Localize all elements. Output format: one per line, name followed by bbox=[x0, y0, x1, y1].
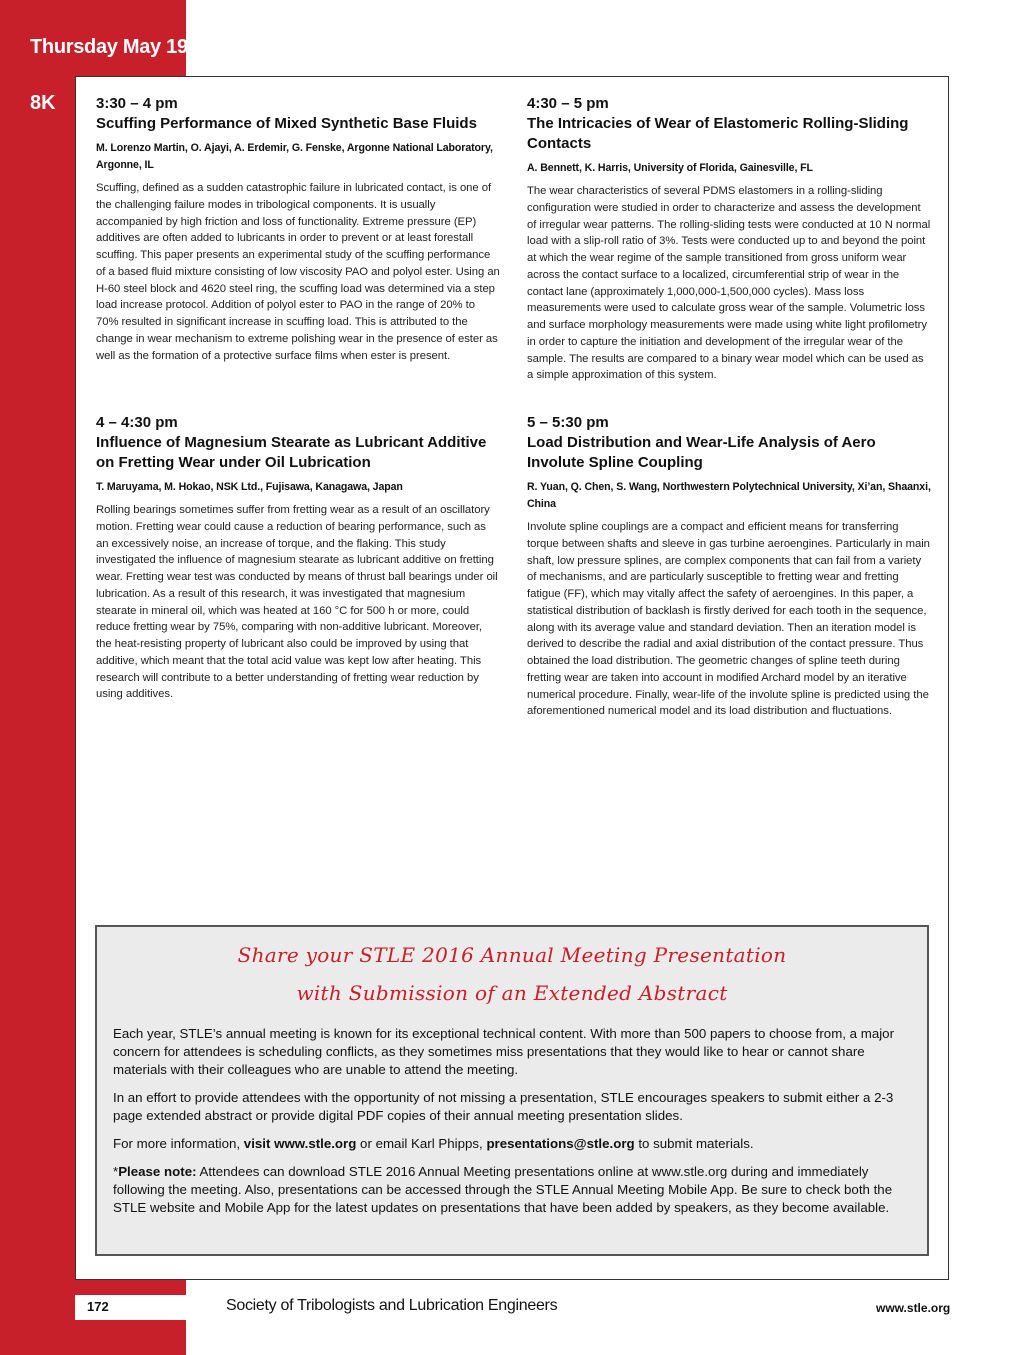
talk-authors: M. Lorenzo Martin, O. Ajayi, A. Erdemir, G. Fenske, Argonne National Laboratory, Argonne, IL bbox=[96, 142, 493, 171]
note-label: Please note: bbox=[118, 1164, 197, 1179]
note-text: Attendees can download STLE 2016 Annual Meeting presentations online at www.stle.org during and immediately following the meeting. Also, presentations can be accessed through the STLE Annual Meeting Mobile App. Be sure to check both the STLE website and Mobile App for the latest updates on presentations that have been added by speakers, as they become available. bbox=[113, 1164, 893, 1215]
callout-title-line2: with Submission of an Extended Abstract bbox=[296, 981, 728, 1005]
talk-abstract: Rolling bearings sometimes suffer from fretting wear as a result of an oscillatory motion. Fretting wear could cause a reduction of bearing performance, such as an excessively noise, an increase of torque, and the flaking. This study investigated the influence of magnesium stearate as lubricant additive on fretting wear. Fretting wear test was conducted by means of thrust ball bearings under oil lubrication. As a result of this research, it was investigated that magnesium stearate in mineral oil, which was heated at 160 °C for 500 h or more, could reduce fretting wear by 75%, comparing with non-additive lubricant. Moreover, the heat-resisting property of lubricant also could be improved by using that additive, which meant that the total acid value was kept low after heating. This research will contribute to a better understanding of fretting wear reduction by using additives. bbox=[96, 504, 498, 701]
talk-authors: T. Maruyama, M. Hokao, NSK Ltd., Fujisawa, Kanagawa, Japan bbox=[96, 481, 403, 493]
page-number-box bbox=[75, 1295, 186, 1320]
footer-organization: Society of Tribologists and Lubrication Engineers bbox=[226, 1297, 558, 1314]
callout-title-line1: Share your STLE 2016 Annual Meeting Presentation bbox=[237, 943, 787, 967]
talk-time: 4 – 4:30 pm bbox=[96, 414, 178, 431]
talk-abstract: Involute spline couplings are a compact and efficient means for transferring torque between shafts and sleeve in gas turbine aeroengines. Particularly in main shaft, low pressure splines, are complex components that can fail from a variety of mechanisms, and are particularly susceptible to fretting wear and fretting fatigue (FF), which may vitally affect the safety of aeroengines. In this paper, a statistical distribution of backlash is firstly derived for each tooth in the sequence, along with its average value and standard deviation. Then an iteration model is derived to describe the radial and axial distribution of the contact pressure. Thus obtained the load distribution. The geometric changes of spline teeth during fretting wear are taken into account in modified Archard model by an iterative numerical procedure. Finally, wear-life of the involute spline is predicted using the aforementioned numerical model and its load distribution and fluctuations. bbox=[527, 521, 930, 718]
callout-paragraph: In an effort to provide attendees with the opportunity of not missing a presentation, STLE encourages speakers to submit either a 2-3 page extended abstract or provide digital PDF copies of their annual meeting presentation slides. bbox=[113, 1090, 894, 1123]
callout-paragraph-contact bbox=[113, 1135, 913, 1153]
note-asterisk: * bbox=[113, 1164, 119, 1179]
talk-time: 5 – 5:30 pm bbox=[527, 414, 609, 431]
footer-url[interactable]: www.stle.org bbox=[876, 1301, 951, 1315]
talk-abstract: The wear characteristics of several PDMS elastomers in a rolling-sliding configuration were studied in order to characterize and assess the development of irregular wear patterns. The rolling-sliding tests were conducted at 10 N normal load with a slip-roll ratio of 3%. Tests were conducted up to and beyond the point at which the wear regime of the sample transitioned from gross uniform wear across the contact surface to a localized, circumferential strip of wear in the contact lane (approximately 1,000,000-1,500,000 cycles). Mass loss measurements were used to calculate gross wear of the sample. Volumetric loss and surface morphology measurements were made using white light profilometry in order to capture the initiation and development of the irregular wear of the sample. The results are compared to a binary wear model which can be used as a simple approximation of this system. bbox=[527, 185, 931, 382]
talk-card bbox=[96, 94, 500, 364]
talk-card bbox=[96, 413, 500, 703]
talk-time: 4:30 – 5 pm bbox=[527, 95, 609, 112]
talk-authors: R. Yuan, Q. Chen, S. Wang, Northwestern Polytechnical University, Xi’an, Shaanxi, China bbox=[527, 481, 931, 510]
talk-title: Load Distribution and Wear-Life Analysis of Aero Involute Spline Coupling bbox=[527, 434, 876, 471]
contact-intro: For more information, bbox=[113, 1136, 244, 1151]
session-code: 8K bbox=[30, 92, 56, 114]
contact-middle: or email Karl Phipps, bbox=[356, 1136, 487, 1151]
callout-body bbox=[113, 1025, 913, 1227]
talk-title: Influence of Magnesium Stearate as Lubricant Additive on Fretting Wear under Oil Lubrication bbox=[96, 434, 487, 471]
talk-title: The Intricacies of Wear of Elastomeric Rolling-Sliding Contacts bbox=[527, 115, 909, 152]
contact-end: to submit materials. bbox=[634, 1136, 754, 1151]
talk-authors: A. Bennett, K. Harris, University of Florida, Gainesville, FL bbox=[527, 162, 813, 174]
talk-abstract: Scuffing, defined as a sudden catastrophic failure in lubricated contact, is one of the challenging failure modes in tribological components. It is usually accompanied by high friction and loss of functionality. Extreme pressure (EP) additives are often added to lubricants in order to prevent or at least forestall scuffing. This paper presents an experimental study of the scuffing performance of a based fluid mixture consisting of low viscosity PAO and polyol ester. Using an H-60 steel block and 4620 steel ring, the scuffing load was determined via a step load increase protocol. Addition of polyol ester to PAO in the range of 20% to 70% resulted in significant increase in scuffing load. This is attributed to the change in wear mechanism to extreme polishing wear in the presence of ester as well as the formation of a protective surface films when ester is present. bbox=[96, 182, 500, 362]
email-link[interactable]: presentations@stle.org bbox=[486, 1136, 635, 1151]
talk-time: 3:30 – 4 pm bbox=[96, 95, 178, 112]
talk-card bbox=[527, 413, 931, 720]
extended-abstract-callout bbox=[95, 925, 929, 1256]
day-header: Thursday May 19 bbox=[30, 36, 188, 58]
callout-paragraph: Each year, STLE’s annual meeting is known for its exceptional technical content. With more than 500 papers to choose from, a major concern for attendees is scheduling conflicts, as they sometimes miss presentations that they would like to hear or cannot share materials with their colleagues who are unable to attend the meeting. bbox=[113, 1026, 894, 1077]
page-number: 172 bbox=[87, 1299, 109, 1314]
talk-title: Scuffing Performance of Mixed Synthetic Base Fluids bbox=[96, 115, 477, 132]
callout-paragraph-note bbox=[113, 1163, 913, 1217]
website-link[interactable]: visit www.stle.org bbox=[243, 1136, 357, 1151]
talk-card bbox=[527, 94, 931, 384]
